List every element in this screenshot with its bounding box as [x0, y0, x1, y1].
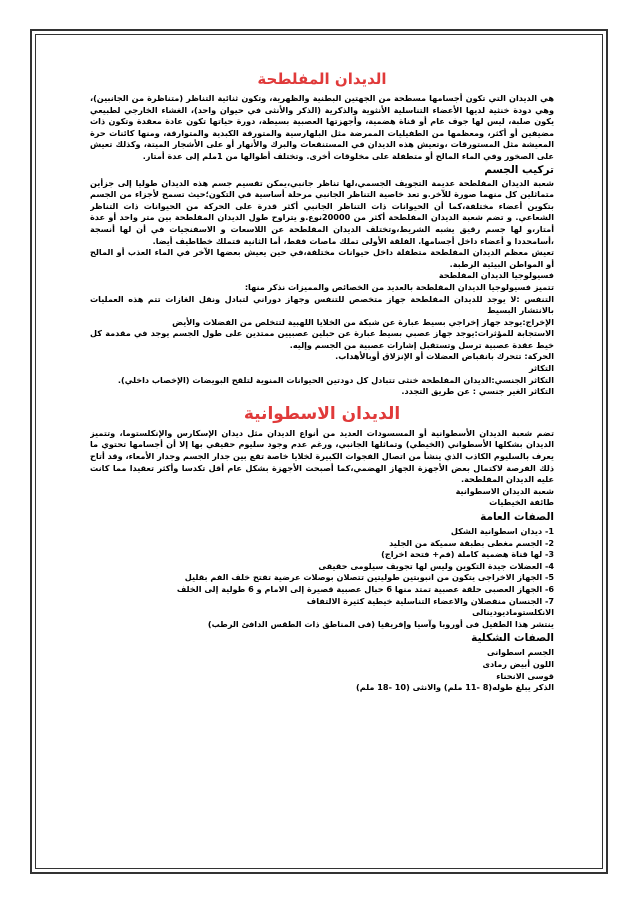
form-feature-item: اللون أبيض رمادى	[482, 658, 554, 669]
form-feature-item: الذكر يبلغ طوله(8 -11 ملم) والانثى (10 -18 ملم)	[355, 682, 554, 693]
body-structure-paragraph: شعبة الديدان المفلطحة عديمة التجويف الجسمي،لها تناظر جانبي،يمكن تقسيم جسم هذه الديدان طوليا إلى جزأين متماثلين كل منهما صورة للآخر.و تعد خاصية التناظر الجانبي مرحلة أساسية في التكون؛حيث تسمح لأجزاء من الجسم بتكوين أعضاء مختلفة،كما أن الحيوانات ذات التناظر الجانبي أكثر قدرة على الحركة من الحيوانات ذات التناظر الشعاعي. و تضم شعبة الديدان المفلطحة أكثر من 20000نوع.و يتراوح طول الديدان المفلطحة بين متر واحد أو عدة أمتار،و لها جسم رقيق يشبه الشريط،وتختلف الديدان المفلطحة عن اللاسعات و الاسفنجيات في أن لها أنسجة ،أسامحددا و أعضاء داخل أجسامها. الفلقة الأولى تملك ماصات فقط، أما الثانية فتملك خطاطيف أيضا.	[90, 177, 554, 246]
physiology-intro: تتميز فسيولوجيا الديدان المفلطحة بالعديد من الخصائص والمميزات نذكر منها:	[244, 281, 554, 292]
general-feature-item: 5- الجهاز الاخراجى يتكون من انبوبتين طوليتين تتصلان بوصلات عرضية تفتح خلف الفم بقليل	[184, 572, 554, 583]
form-features-heading: الصفات الشكلية	[471, 632, 554, 645]
general-feature-item: 1- ديدان اسطوانية الشكل	[450, 526, 554, 536]
general-feature-item: 6- الجهاز العصبى حلقة عصبية تمتد منها 6 حبال عصبية قصيرة إلى الامام و 6 طولية إلى الخلف	[176, 583, 554, 594]
body-structure-heading: تركيب الجسم	[484, 163, 554, 176]
nervous-paragraph: الاستجابة للمؤثرات:يوجد جهاز عصبي بسيط عبارة عن حبلين عصبيين ممتدين على طول الجسم يوجد في مقدمة كل خيط عقدة عصبية ترسل وتستقبل إشارات عصبية من الجسم وإليه.	[90, 328, 554, 350]
sexual-reproduction: التكاثر الجنسي:الديدان المفلطحة خنثى تتبادل كل دودتين الحيوانات المنوية لتلقح البويضات (الإخصاب داخلي).	[117, 374, 554, 385]
classification-class: طائفة الخيطيات	[489, 497, 554, 508]
document-page	[90, 70, 554, 870]
movement-paragraph: الحركة: تتحرك بانقباض العضلات أو الإنزلاق أوبالأهداب.	[335, 351, 554, 362]
general-feature-item: 7- الجنسان منفصلان والاعضاء التناسلية خيطية كثيرة الالتفاف	[306, 595, 554, 606]
general-feature-item: 4- العضلات جيدة التكوين وليس لها تجويف سيلومى حقيقى	[318, 560, 554, 571]
roundworms-intro: تضم شعبة الديدان الأسطوانية أو المسسودات العديد من أنواع الديدان مثل ديدان الإسكارس والإنكلستوما، وتتميز الديدان بشكلها الأسطواني (الخيطي) وتماثلها الجانبي، ورغم عدم وجود سليوم حقيقي بها إلا أن أجسامها تحتوي ما يعرف بالسليوم الكاذب الذي ينشأ من اتصال الفجوات الكبيرة لخلايا خاصة تقع بين جدار الجسم وجدار الأمعاء، وقد أتاح ذلك الفرصة لاكتمال بعض الأجهزة الجهاز الهضمي،كما أصبحت الأجهزة بشكل عام أقل تكدسا وأكثر تعقيدا مما كانت عليه الديدان المفلطحة.	[90, 427, 554, 485]
physiology-title: فسيولوجيا الديدان المفلطحة	[438, 270, 554, 281]
species-spread: ينتشر هذا الطفيل فى أوروبا وآسيا وإفريقيا (فى المناطق ذات الطقس الدافئ الرطب)	[207, 618, 554, 629]
section-title-flatworms: الديدان المفلطحة	[257, 70, 387, 88]
form-feature-item: الجسم اسطوانى	[487, 647, 554, 658]
reproduction-label: التكاثر	[528, 363, 554, 374]
section-title-roundworms: الديدان الاسطوانية	[243, 403, 401, 424]
species-name: الانكلستوماديودينالى	[472, 607, 554, 618]
general-features-heading: الصفات العامة	[480, 511, 554, 523]
classification-phylum: شعبة الديدان الاسطوانية	[455, 485, 554, 496]
asexual-reproduction: التكاثر الغير جنسي : عن طريق التجدد.	[401, 386, 554, 397]
form-feature-item: قوسى الانحناء	[496, 670, 554, 681]
flatworms-intro: هي الديدان التي تكون أجسامها مسطحة من الجهتين البطنية والظهرية، وتكون ثنائية التناظر (متناظرة من الجانبين)، وهي دودة خنثية لديها الأعضاء التناسلية الأنثوية والذكرية (الذكر والأنثى في حيوان واحد)، الغشاء الخارجي لطبيعي يكون صلبة، ليس لها جوف عام أو قناة هضمية، وأجهزتها العصبية بسيطة، دورة حياتها تكون عادة معقدة وتكون ذات مضيفين أو أكثر، ومعظمها من الطفيليات الممرضة مثل البلهارسية والمتورقة الكبدية والمتوارقة، ومنها كائنات حرة المعيشة مثل المستورقات ،وتعيش هذه الديدان في المستنقعات والبرك والأنهار أو على الأشجار الميتة، وكذلك تعيش على الصخور وفي الماء المالح أو متطفلة على مخلوقات أخرى. وتختلف أطوالها من 1ملم إلى عدة أمتار.	[90, 93, 554, 161]
excretion-paragraph: الإخراج:يوجد جهاز إخراجي بسيط عبارة عن شبكة من الخلايا اللهبية لتتخلص من الفضلات والأيض	[172, 316, 554, 327]
general-feature-item: 3- لها قناة هضمية كاملة (فم+ فتحة اخراج)	[381, 549, 554, 560]
habitat-paragraph: تعيش معظم الديدان المفلطحة متطفلة داخل حيوانات مختلفة،في حين يعيش بعضها الآخر في الماء العذب أو المالح أو المواطن البيئية الرطبة.	[90, 247, 554, 269]
general-feature-item: 2- الجسم مغطى بطبقة سميكة من الجليد	[389, 537, 554, 548]
breathing-paragraph: التنفس :لا يوجد للديدان المفلطحة جهاز متخصص للتنفس وجهاز دوراني لتبادل ونقل الغازات تتم هذه العمليات بالانتشار البسيط	[90, 293, 554, 316]
